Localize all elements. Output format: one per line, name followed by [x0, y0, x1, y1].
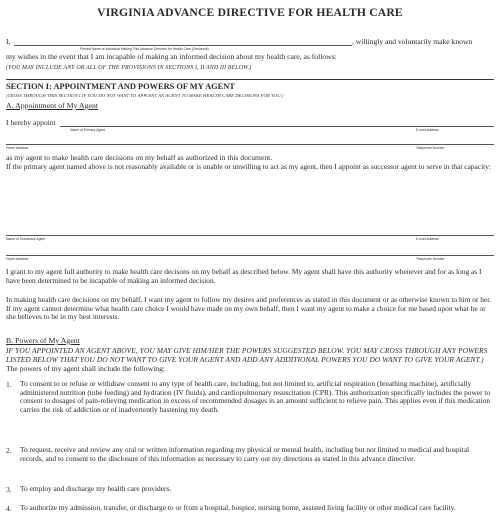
successor-agent-caption: Name of Successor Agent [6, 237, 46, 241]
primary-email-caption: E-mail Address [416, 128, 439, 132]
successor-email-caption: E-mail Address [416, 237, 439, 241]
power-item-4-text: To authorize my admission, transfer, or discharge to or from a hospital, hospice, nursing home, assisted living facility or other medical care facility. [20, 503, 456, 512]
primary-home-caption: Home Address [6, 146, 29, 150]
agent-authorization-line: as my agent to make health care decisions on my behalf as authorized in this document. [6, 153, 273, 162]
power-item-1-text: To consent to or refuse or withdraw consent to any type of health care, including, but not limited to, artificial respiration (breathing machine), artificially administered nutrition (tube feeding) and hydration (IV fluids), and cardiopulmonary resuscitation (CPR). This authorization specifically includes the power to consent to dosages of pain-relieving medication in excess of recommended dosages in an amount sufficient to relieve pain. This applies even if this medication carries the risk of addiction or of inadvertently hastening my death. [20, 379, 491, 414]
intro-note: (YOU MAY INCLUDE ANY OR ALL OF THE PROVISIONS IN SECTIONS I, II AND III BELOW.) [6, 65, 252, 71]
power-item-1-number: 1. [6, 380, 12, 389]
successor-agent-line[interactable] [6, 235, 494, 236]
document-title: VIRGINIA ADVANCE DIRECTIVE FOR HEALTH CARE [97, 6, 403, 19]
successor-home-caption: Home Address [6, 257, 29, 261]
primary-phone-caption: Telephone Number [416, 146, 445, 150]
declarant-name-line[interactable] [14, 45, 352, 46]
appointment-heading: A. Appointment of My Agent [6, 101, 99, 110]
powers-heading: B. Powers of My Agent [6, 336, 80, 345]
agent-authority-paragraph: I grant to my agent full authority to make health care decisons on my behalf as described below. My agent shall have this authority whenever and for as long as I have been determined to be incapable of making an informed decision. [6, 267, 482, 285]
declarant-name-caption: Printed Name of Individual Making This Advance Directive for Health Care (Declarant) [80, 47, 209, 51]
section-1-heading: SECTION I: APPOINTMENT AND POWERS OF MY AGENT [6, 82, 235, 91]
power-item-3-number: 3. [6, 485, 12, 494]
agent-decisions-paragraph: In making health care decisions on my behalf, I want my agent to follow my desires and preferences as stated in this document or as otherwise known to him or her. If my agent cannot determine what health care choice I would have made on my own behalf, then I want my agent to make a choice for me based upon what he or she believes to be in my best interests. [6, 295, 492, 322]
hereby-appoint-label: I hereby appoint [6, 118, 56, 127]
power-item-4-number: 4. [6, 504, 12, 513]
primary-address-line[interactable] [6, 144, 494, 145]
powers-note: IF YOU APPOINTED AN AGENT ABOVE, YOU MAY GIVE HIM/HER THE POWERS SUGGESTED BELOW. YOU MAY CROSS THROUGH ANY POWERS LISTED BELOW THAT YOU DO NOT WANT TO GIVE YOUR AGENT AND ADD ANY ADDITIONAL POWERS YOU DO WANT TO GIVE YOUR AGENT.) [6, 346, 488, 364]
intro-statement: my wishes in the event that I am incapable of making an informed decision about my health care, as follows: [6, 52, 337, 61]
successor-agent-paragraph: If the primary agent named above is not reasonably available or is unable or unwilling to act as my agent, then I appoint as successor agent to serve in that capacity: [6, 162, 491, 171]
successor-address-line[interactable] [6, 255, 494, 256]
declarant-prefix: I, [6, 37, 11, 46]
declarant-line-suffix: , willingly and voluntarily make known [352, 37, 473, 46]
primary-agent-caption: Name of Primary Agent [70, 128, 106, 132]
successor-phone-caption: Telephone Number [416, 257, 445, 261]
power-item-2-text: To request, receive and review any oral or written information regarding my physical or mental health, including but not limited to medical and hospital records, and to consent to the disclosure of this information as necessary to carry out my directions as stated in this advance directive. [20, 445, 470, 463]
powers-intro: The powers of my agent shall include the following: [6, 364, 166, 373]
section-1-note: (CROSS THROUGH THIS SECTION I IF YOU DO NOT WANT TO APPOINT AN AGENT TO MAKE HEALTH CARE DECISIONS FOR YOU.) [6, 93, 284, 98]
section-divider [6, 79, 494, 80]
primary-agent-line[interactable] [60, 126, 494, 127]
power-item-2-number: 2. [6, 446, 12, 455]
power-item-3-text: To employ and discharge my health care providers. [20, 484, 172, 493]
